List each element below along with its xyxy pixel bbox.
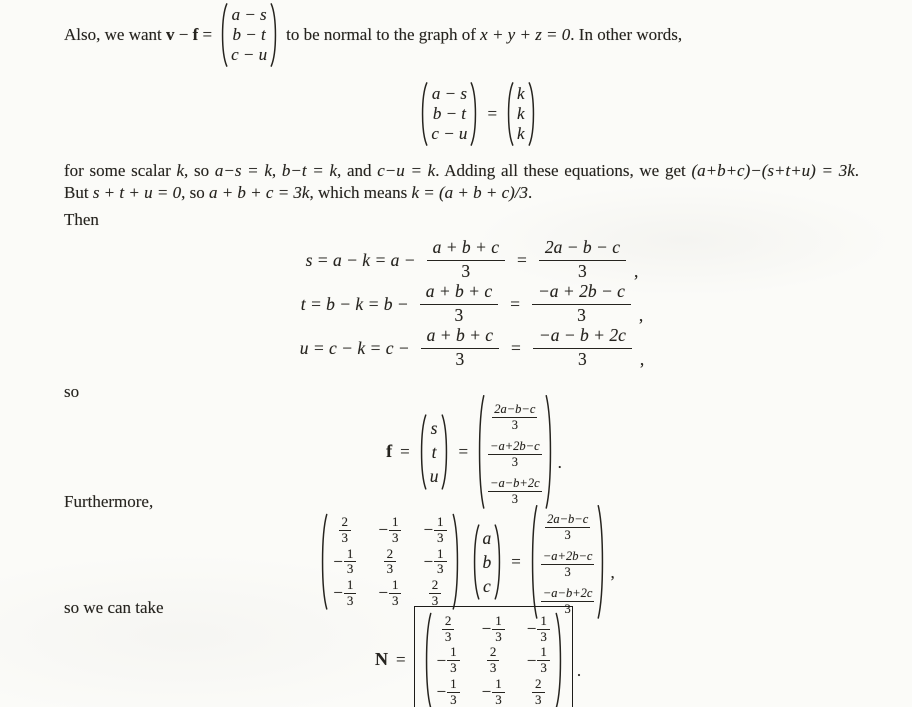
- text-run: x + y + z = 0: [480, 25, 571, 44]
- left-paren: [423, 612, 432, 707]
- text-run: for some scalar: [64, 161, 177, 180]
- denominator: 3: [447, 692, 460, 707]
- denominator: 3: [427, 260, 505, 282]
- denominator: 3: [389, 593, 402, 608]
- minus-sign: −: [378, 520, 388, 540]
- matrix-cell: [423, 545, 446, 577]
- fraction: [533, 326, 632, 369]
- fraction: [420, 282, 498, 325]
- denominator: 3: [545, 527, 590, 542]
- denominator: 3: [442, 629, 455, 644]
- right-paren: [270, 3, 279, 67]
- vector-entries: [430, 416, 439, 488]
- matrix-cell: [378, 579, 401, 607]
- answer-box: [414, 606, 573, 707]
- vector-entries: [431, 84, 467, 144]
- equals-sign: =: [516, 249, 527, 270]
- right-paren: [597, 504, 606, 620]
- small-fraction: [492, 403, 537, 432]
- numerator: 1: [437, 514, 444, 530]
- right-paren: [494, 524, 503, 600]
- minus-sign: −: [526, 619, 537, 639]
- left-paren: [476, 394, 485, 510]
- denominator: 3: [532, 692, 545, 707]
- denominator: 3: [421, 348, 499, 370]
- text-run: v: [165, 25, 175, 44]
- vector-entries: [517, 84, 525, 144]
- matrix-cell: [423, 516, 446, 544]
- comma: ,: [639, 348, 645, 369]
- right-paren: [452, 513, 461, 610]
- u-equation: [16, 326, 912, 370]
- left-paren: [505, 82, 514, 146]
- period: .: [557, 452, 562, 472]
- numerator: a + b + c: [426, 325, 494, 346]
- minus-sign: −: [526, 650, 537, 670]
- fraction: [421, 326, 499, 369]
- matrix-cell: [487, 646, 500, 674]
- stu-equations: [16, 238, 912, 370]
- denominator: 3: [533, 348, 632, 370]
- numerator: 2a−b−c: [494, 401, 536, 416]
- equals-sign: =: [511, 551, 521, 571]
- minus-sign: −: [481, 682, 492, 702]
- denominator: 3: [492, 629, 505, 644]
- vector-row: k: [517, 84, 525, 103]
- intro-paragraph: [64, 3, 682, 67]
- right-paren: [470, 82, 479, 146]
- numerator: 1: [346, 545, 354, 561]
- left-paren: [219, 3, 228, 67]
- fraction: [442, 615, 455, 643]
- vector-row: [488, 396, 542, 433]
- right-paren: [545, 394, 554, 510]
- matrix-cell: [482, 615, 505, 643]
- numerator: 1: [437, 545, 444, 561]
- vector-row: s: [430, 417, 438, 438]
- text-run: a−s = k: [214, 161, 272, 180]
- text-run: c−u = k: [377, 161, 436, 180]
- vector-row: b − t: [232, 25, 266, 44]
- denominator: 3: [537, 629, 550, 644]
- vector-row: u: [429, 465, 439, 486]
- minus-sign: −: [423, 520, 434, 540]
- vector-row: c: [483, 575, 491, 596]
- numerator: 1: [495, 675, 502, 691]
- vector-row: [488, 433, 542, 470]
- matrix-cell: [481, 675, 505, 707]
- fraction: [539, 238, 626, 281]
- fraction: [537, 615, 550, 643]
- rhs-column-vector: [505, 82, 537, 146]
- numerator: 2: [341, 514, 349, 530]
- take-label: so we can take: [64, 598, 164, 617]
- minus-sign: −: [378, 583, 388, 603]
- text-run: ,: [271, 161, 282, 180]
- denominator: 3: [339, 530, 352, 545]
- furthermore-label: Furthermore,: [64, 492, 154, 511]
- numerator: a + b + c: [432, 237, 499, 258]
- vector-row: b: [482, 551, 492, 572]
- fraction: [447, 646, 460, 674]
- left-paren: [419, 82, 428, 146]
- denominator: 3: [344, 561, 357, 576]
- right-paren: [441, 414, 450, 490]
- normal-matrix: [423, 612, 564, 707]
- denominator: 3: [429, 593, 442, 608]
- comma: ,: [610, 562, 615, 582]
- intro-text-before: [64, 25, 212, 45]
- lhs-column-vector: [419, 82, 479, 146]
- scalar-paragraph-line2: [64, 182, 859, 204]
- text-run: =: [198, 25, 213, 44]
- denominator: 3: [492, 692, 505, 707]
- matrix-cell: [384, 545, 397, 577]
- matrix-cell: [532, 675, 545, 707]
- equals-sign: =: [400, 441, 410, 461]
- equation-lhs: s = a − k = a −: [305, 249, 416, 270]
- denominator: 3: [434, 561, 447, 576]
- vector-row: [541, 543, 595, 580]
- right-paren: [528, 82, 537, 146]
- fraction: [384, 545, 397, 577]
- matrix-cells: [333, 516, 446, 607]
- denominator: 3: [344, 593, 357, 608]
- numerator: 1: [540, 644, 547, 660]
- small-fraction: [545, 513, 590, 542]
- fraction: [429, 579, 442, 607]
- denominator: 3: [537, 660, 550, 675]
- fraction: [344, 545, 357, 577]
- minus-sign: −: [481, 619, 492, 639]
- denominator: 3: [420, 304, 498, 326]
- stu-column-vector: [418, 414, 451, 490]
- denominator: 3: [492, 417, 537, 432]
- small-fraction: [488, 440, 542, 469]
- numerator: 2a − b − c: [544, 237, 620, 258]
- numerator: 2: [444, 613, 452, 628]
- matrix-cell: [436, 675, 460, 707]
- equals-sign: =: [395, 649, 406, 669]
- equals-sign: =: [510, 293, 520, 314]
- numerator: −a+2b−c: [490, 438, 540, 453]
- numerator: −a−b+2c: [490, 476, 540, 490]
- text-run: But: [64, 183, 93, 202]
- intro-text-after: [286, 25, 682, 45]
- denominator: 3: [488, 491, 542, 506]
- normal-matrix-equation: [22, 606, 912, 707]
- matrix-cell: [437, 646, 460, 674]
- inline-column-vector: [219, 3, 279, 67]
- text-run: s + t + u = 0: [92, 183, 182, 202]
- text-run: .: [854, 161, 860, 180]
- numerator: 1: [346, 577, 354, 593]
- vector-row: a: [482, 527, 492, 548]
- fraction: [339, 516, 352, 544]
- matrix-cell: [429, 579, 442, 607]
- equals-sign: =: [511, 337, 521, 358]
- matrix-cell: [333, 579, 356, 607]
- text-run: f: [192, 25, 199, 44]
- vector-row: c − u: [231, 45, 268, 64]
- denominator: 3: [447, 660, 460, 675]
- equals-sign: =: [458, 441, 469, 461]
- denominator: 3: [389, 530, 402, 545]
- minus-sign: −: [436, 682, 447, 702]
- text-run: b−t = k: [281, 161, 337, 180]
- n-symbol: N: [374, 649, 388, 670]
- fraction: [537, 646, 550, 674]
- comma: ,: [633, 260, 639, 281]
- text-run: . Adding all these equations, we get: [435, 161, 692, 180]
- fraction: [492, 615, 505, 643]
- fraction: [344, 579, 357, 607]
- text-run: .: [528, 183, 533, 202]
- text-run: . In other words,: [570, 25, 683, 44]
- text-run: , and: [337, 161, 378, 180]
- abc-column-vector: [471, 524, 504, 600]
- fraction: [487, 646, 500, 674]
- vector-equality-equation: [22, 82, 912, 146]
- fraction: [389, 579, 402, 607]
- equals-sign: =: [487, 104, 498, 123]
- fraction: [447, 675, 460, 707]
- numerator: 1: [391, 577, 399, 593]
- denominator: 3: [384, 561, 397, 576]
- left-paren: [418, 414, 427, 490]
- matrix-cell: [333, 545, 356, 577]
- matrix-cell: [339, 516, 352, 544]
- minus-sign: −: [333, 551, 343, 571]
- scalar-paragraph-line1: [64, 160, 859, 182]
- denominator: 3: [539, 260, 626, 282]
- left-paren: [319, 513, 328, 610]
- fraction: [532, 675, 545, 707]
- fraction: [434, 545, 447, 577]
- fraction: [492, 675, 505, 707]
- vector-row: [541, 506, 595, 543]
- period: .: [576, 660, 582, 680]
- then-label: Then: [64, 210, 99, 229]
- vector-row: b − t: [432, 104, 467, 123]
- fraction: [389, 516, 402, 544]
- vector-entries: [231, 5, 267, 65]
- vector-entries: [488, 396, 542, 508]
- text-run: , so: [184, 161, 215, 180]
- denominator: 3: [488, 454, 542, 469]
- numerator: a + b + c: [425, 281, 493, 302]
- numerator: 1: [450, 644, 457, 660]
- text-run: a + b + c = 3k: [208, 183, 310, 202]
- so-label: so: [64, 382, 80, 401]
- right-paren: [555, 612, 564, 707]
- denominator: 3: [532, 304, 631, 326]
- left-paren: [529, 504, 538, 620]
- vector-row: a − s: [431, 84, 467, 103]
- text-run: −: [174, 25, 193, 44]
- left-paren: [471, 524, 480, 600]
- denominator: 3: [434, 530, 447, 545]
- numerator: −a − b + 2c: [538, 325, 626, 346]
- denominator: 3: [541, 564, 595, 579]
- matrix-cell: [378, 516, 401, 544]
- comma: ,: [638, 304, 644, 325]
- matrix-cell: [527, 646, 550, 674]
- numerator: 2a−b−c: [547, 511, 589, 526]
- fraction-column-vector: [476, 394, 554, 510]
- t-equation: [16, 282, 912, 326]
- numerator: −a−b+2c: [542, 586, 593, 600]
- small-fraction: [488, 477, 542, 506]
- vector-row: a − s: [231, 5, 267, 24]
- fraction: [427, 238, 505, 281]
- text-run: k = (a + b + c)/3: [411, 183, 529, 202]
- matrix-cells: [437, 615, 550, 706]
- text-run: k: [176, 161, 185, 180]
- denominator: 3: [487, 660, 500, 675]
- matrix-cell: [442, 615, 455, 643]
- denominator: 3: [541, 601, 595, 616]
- equation-lhs: u = c − k = c −: [299, 337, 410, 358]
- text-run: Also, we want: [64, 25, 166, 44]
- numerator: −a + 2b − c: [537, 281, 625, 302]
- fraction: [434, 516, 447, 544]
- vector-entries: [541, 506, 595, 618]
- numerator: 2: [535, 675, 542, 691]
- vector-row: t: [431, 441, 437, 462]
- vector-row: [488, 471, 542, 508]
- f-symbol: f: [386, 441, 393, 462]
- numerator: 1: [391, 514, 399, 530]
- text-run: , which means: [309, 183, 412, 202]
- numerator: 1: [495, 613, 502, 628]
- vector-entries: [483, 526, 492, 598]
- minus-sign: −: [423, 551, 434, 571]
- vector-row: k: [517, 104, 525, 123]
- minus-sign: −: [333, 583, 343, 603]
- small-fraction: [541, 550, 595, 579]
- numerator: 2: [431, 577, 439, 593]
- s-equation: [16, 238, 912, 282]
- numerator: −a+2b−c: [542, 548, 593, 563]
- text-run: (a+b+c)−(s+t+u) = 3k: [691, 161, 855, 180]
- minus-sign: −: [436, 650, 447, 670]
- coefficient-matrix: [319, 513, 460, 610]
- vector-row: c − u: [431, 124, 468, 143]
- fraction: [532, 282, 631, 325]
- equation-lhs: t = b − k = b −: [300, 293, 409, 314]
- fraction-column-vector: [529, 504, 607, 620]
- text-run: to be normal to the graph of: [286, 25, 481, 44]
- vector-row: k: [517, 124, 525, 143]
- scalar-paragraph: [64, 160, 859, 204]
- numerator: 1: [540, 613, 547, 628]
- matrix-cell: [527, 615, 550, 643]
- numerator: 2: [386, 545, 394, 561]
- text-run: , so: [181, 183, 209, 202]
- numerator: 2: [489, 644, 497, 660]
- numerator: 1: [450, 675, 457, 691]
